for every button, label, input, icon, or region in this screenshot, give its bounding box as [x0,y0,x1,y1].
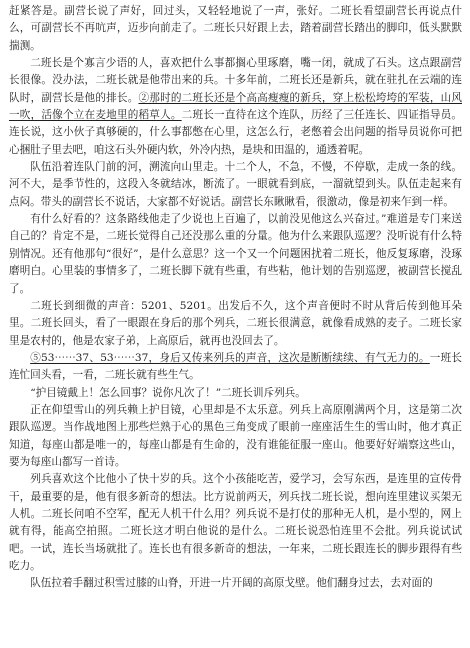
paragraph-9: 列兵喜欢这个比他小了快十岁的兵。这个小孩能吃苦，爱学习，会写东西，是连里的宣传骨干，最重要的是，他有很多新奇的想法。比方说前两天，列兵找二班长说，想向连里建议买架无人机。二班长问咱不空军，配无人机干什么用？列兵说不是打仗的那种无人机，是小型的，网上就有得，能高空拍照。二班长这才明白他说的是什么。二班长说恐怕连里不会批。列兵说试试吧。一试，连长当场就批了。连长也有很多新奇的想法，一年来，二班长跟连长的脚步跟得有些吃力。 [9,473,462,572]
paragraph-8: 正在仰望雪山的列兵赖上护目镜，心里却是不太乐意。列兵上高原刚满两个月，这是第二次跟队巡逻。当作战地图上那些烂熟于心的黑色三角变成了眼前一座座活生生的雪山时，他才真正知道，每座山都是唯一的，每座山都是有生命的，没有谁能征服一座山。他要好好端察这些山，要为每座山都写一首诗。 [9,403,462,468]
underlined-sentence-5: ⑤53⋯⋯37、53⋯⋯37，身后又传来列兵的声音，这次是断断续续、有气无力的。 [30,351,430,364]
paragraph-5: 二班长到细微的声音：5201、5201。出发后不久，这个声音便时不时从背后传到他耳朵里。二班长回头，看了一眼跟在身后的那个列兵，二班长很满意，就像看成熟的麦子。二班长家里是农村的，他是农家子弟，上高原后，就再也没回去了。 [9,299,462,347]
paragraph-10: 队伍拉着手翻过积雪过膝的山脊，开进一片开阔的高原戈壁。他们翻身过去，去对面的 [30,577,433,590]
paragraph-6-text: 一班长连忙回头看，一看，二班长就有些生气。 [9,351,463,382]
paragraph-2-text-a: 二班长是个寡言少语的人，喜欢把什么事都搁心里琢磨，嘴一闭，就成了石头。这点跟副营长很像。没办法，二班长就是他带出来的兵。十多年前，二班长还是新兵，就在驻扎在云端的连队时，副营长是他的排长。 [9,57,462,104]
paragraph-3: 队伍沿着连队门前的河，溯流向山里走。十二个人，不急，不慢，不停歇，走成一条的线。河不大，是季节性的，这段入冬就结冰，断流了。一眼就看到底，一溜就望到头。队伍走起来有点闷。带头的副营长不说话，大家都不好说话。副营长东瞅瞅看，很激动，像是初来乍到一样。 [9,161,462,208]
paragraph-2 [9,55,462,159]
underlined-sentence-2: ②那时的二班长还是个高高瘦瘦的新兵，穿上松松垮垮的军装，山风一吹，活像个立在麦地里的稻草人。 [9,91,462,122]
paragraph-6 [9,350,462,385]
paragraph-4: 有什么好看的？这条路线他走了少说也上百遍了，以前没见他这么兴奋过。”难道是专门来送自己的？肯定不是，二班长觉得自己还没那么重的分量。他为什么来跟队巡逻？没听说有什么特别情况。还有他那句“很好”，是什么意思？这一个又一个问题困扰着二班长，他反复琢磨，没琢磨明白。心里装的事情多了，二班长脚下就有些重，有些粘，他计划的告别巡逻，被副营长搅乱了。 [9,213,462,295]
paragraph-7: “护目镜戴上！怎么回事？说你凡次了！”二班长训斥列兵。 [30,386,306,399]
paragraph-1: 赶紧答是。副营长说了声好，回过头，又轻轻地说了一声，张好。二班长看望副营长再说点什么，可副营长不再吭声，迈步向前走了。二班长只好跟上去，踏着副营长踏出的脚印，低头默默揣测。 [9,5,462,52]
paragraph-2-text-b: 二班长一直待在这个连队，历经了三任连长、四证指导员。连长说，这小伙子真够硬的，什么事都憋在心里，这怎么行，老憋着会出问题的指导员说你可把心捆肚子里去吧，咱这石头外硬内软，外冷内热，是块和田温的，通透着呢。 [9,109,463,156]
